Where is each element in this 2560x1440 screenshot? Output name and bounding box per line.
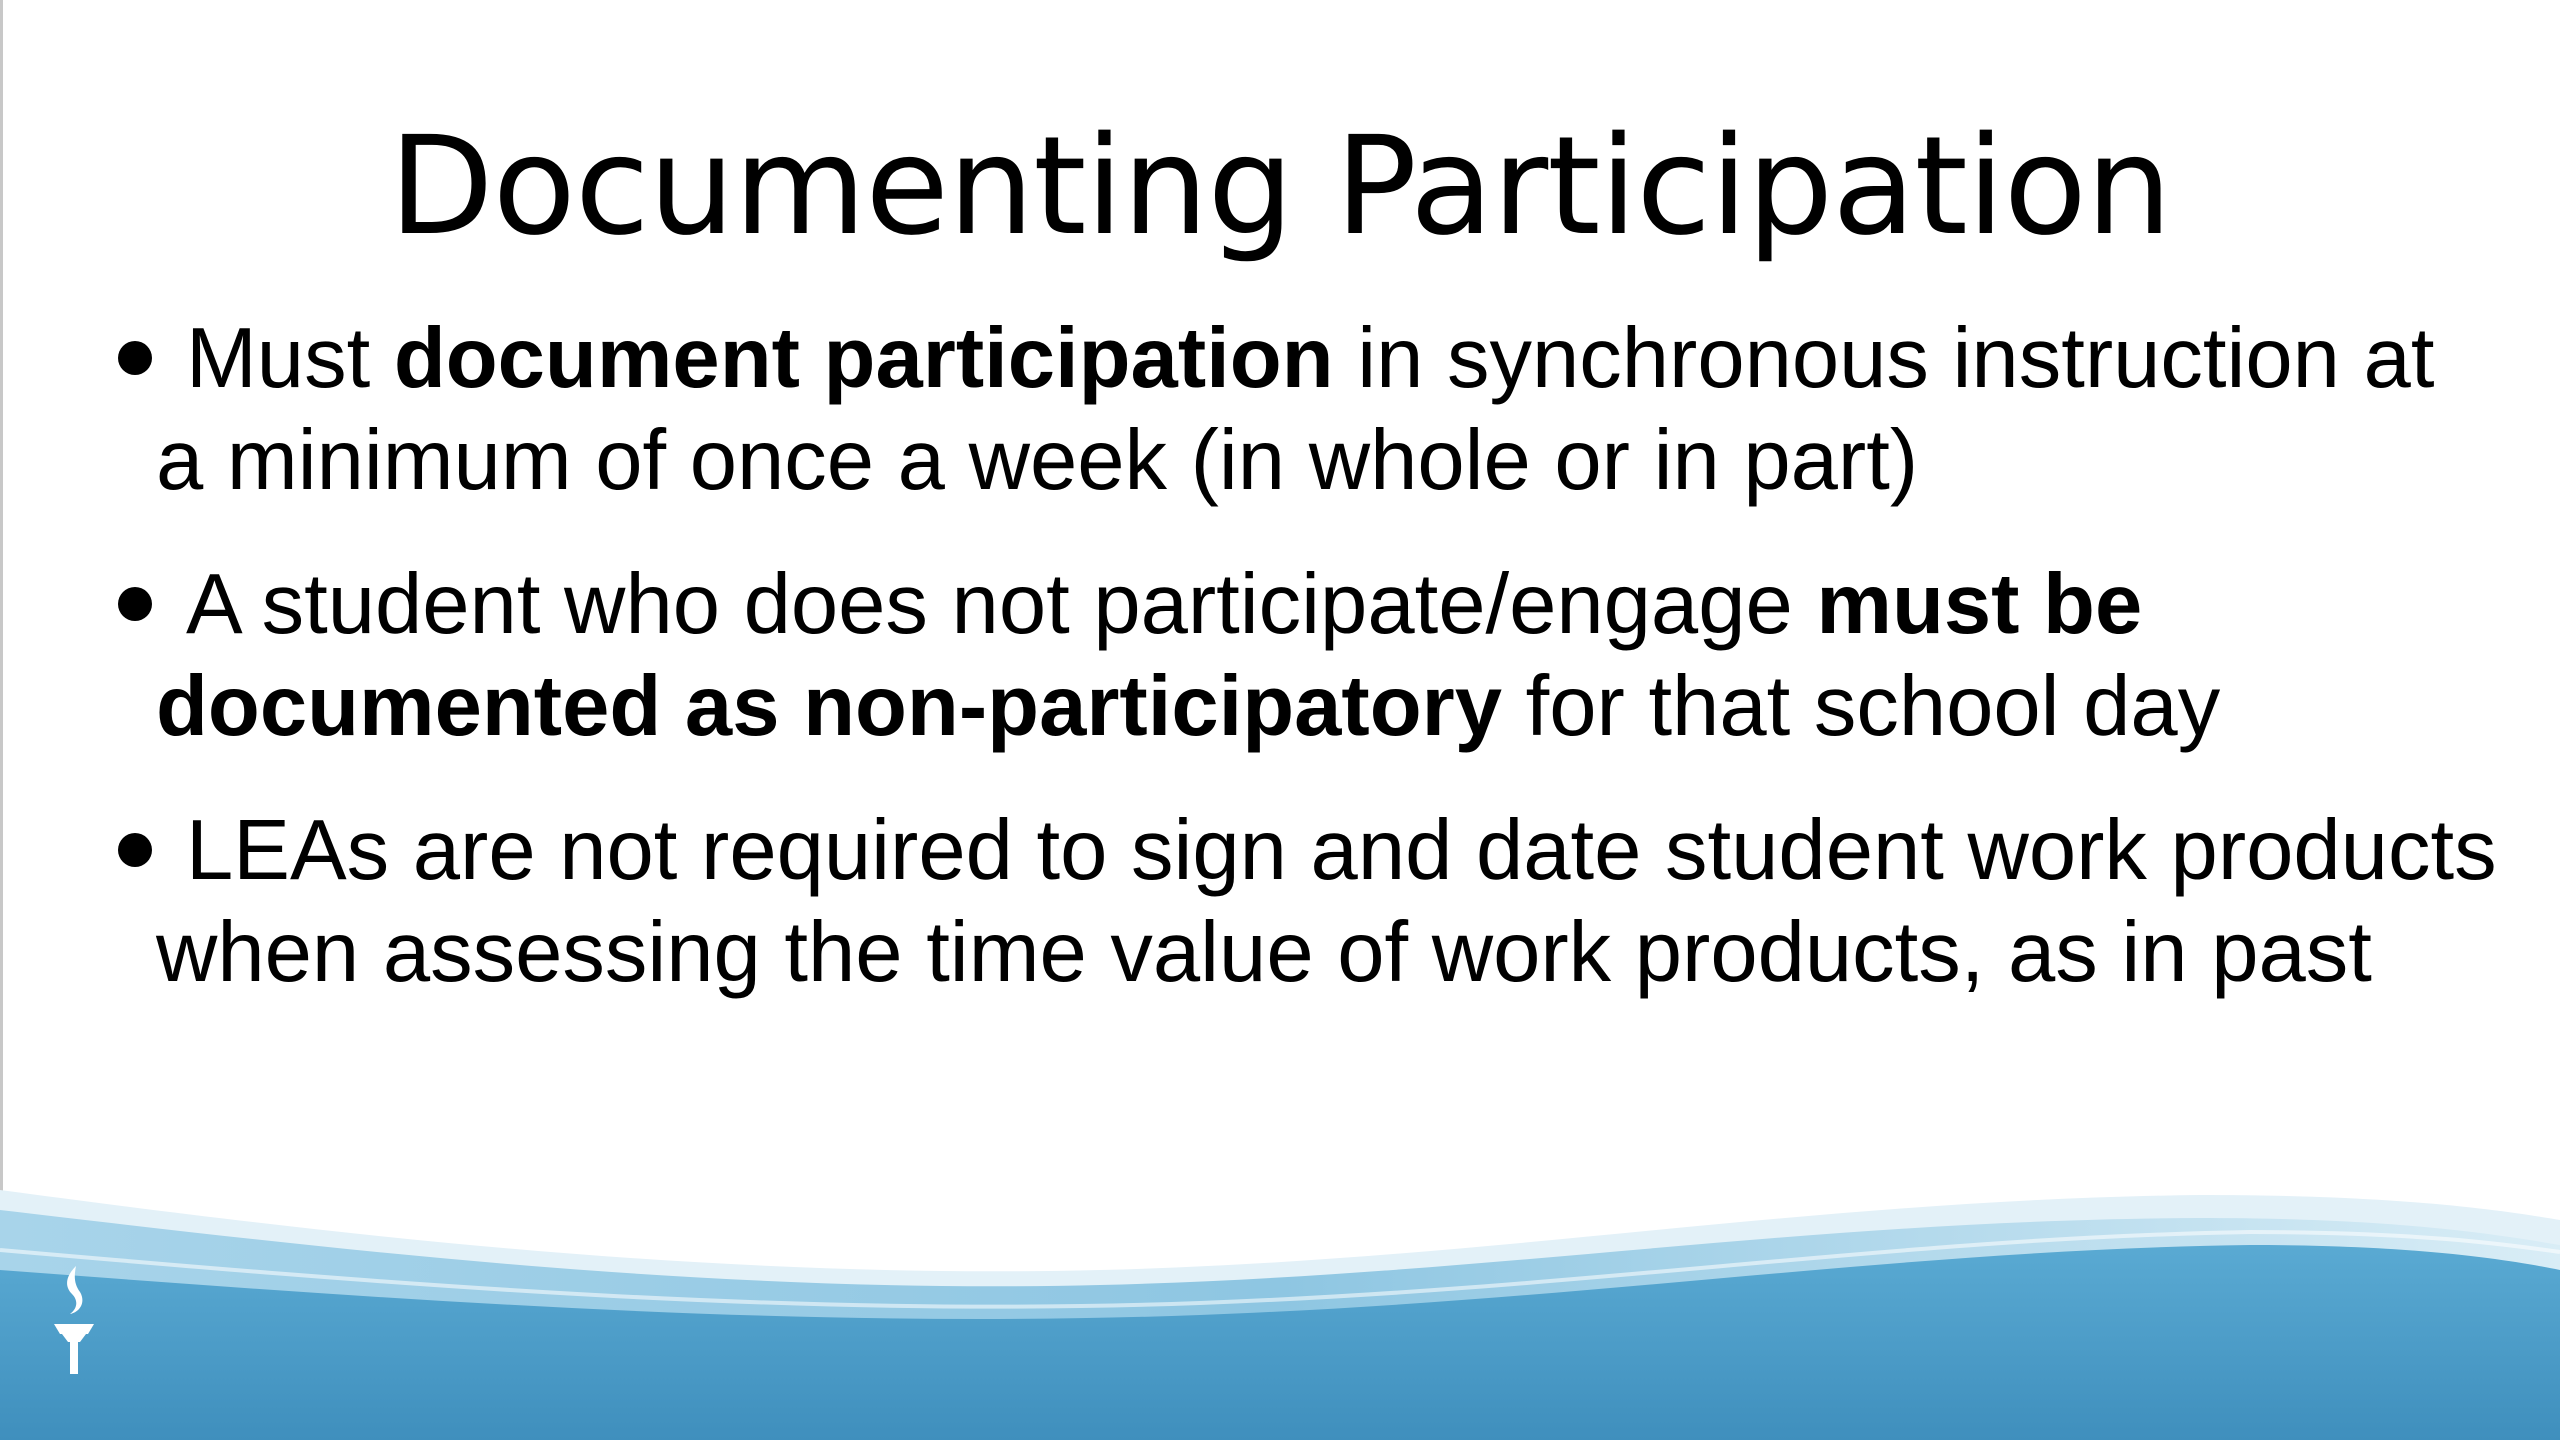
bullet-item <box>118 800 2498 1004</box>
bullet-text-part: in synchronous instruction at a minimum of once a week (in whole or in part) <box>156 311 2435 508</box>
bullet-text-bold: document participation <box>393 311 1334 406</box>
bullet-text <box>156 308 2498 512</box>
slide-title: Documenting Participation <box>388 108 2172 266</box>
bullet-text <box>156 800 2498 1004</box>
bullet-dot <box>118 833 152 867</box>
bullet-dot <box>118 587 152 621</box>
bullet-text-part: for that school day <box>1502 659 2221 754</box>
bullet-text-part: A student who does not participate/engage <box>186 557 1817 652</box>
bullet-item <box>118 554 2498 758</box>
bullet-text <box>156 554 2498 758</box>
wave-footer <box>0 1190 2560 1440</box>
bullet-item <box>118 308 2498 512</box>
bullet-text-part: LEAs are not required to sign and date student work products when assessing the time value of work products, as in past <box>156 803 2497 1000</box>
bullet-text-part: Must <box>186 311 394 406</box>
torch-logo-icon <box>44 1262 104 1382</box>
bullet-text-bold: must be documented as non-participatory <box>156 557 2143 754</box>
bullet-dot <box>118 341 152 375</box>
bullet-list <box>118 308 2498 1046</box>
